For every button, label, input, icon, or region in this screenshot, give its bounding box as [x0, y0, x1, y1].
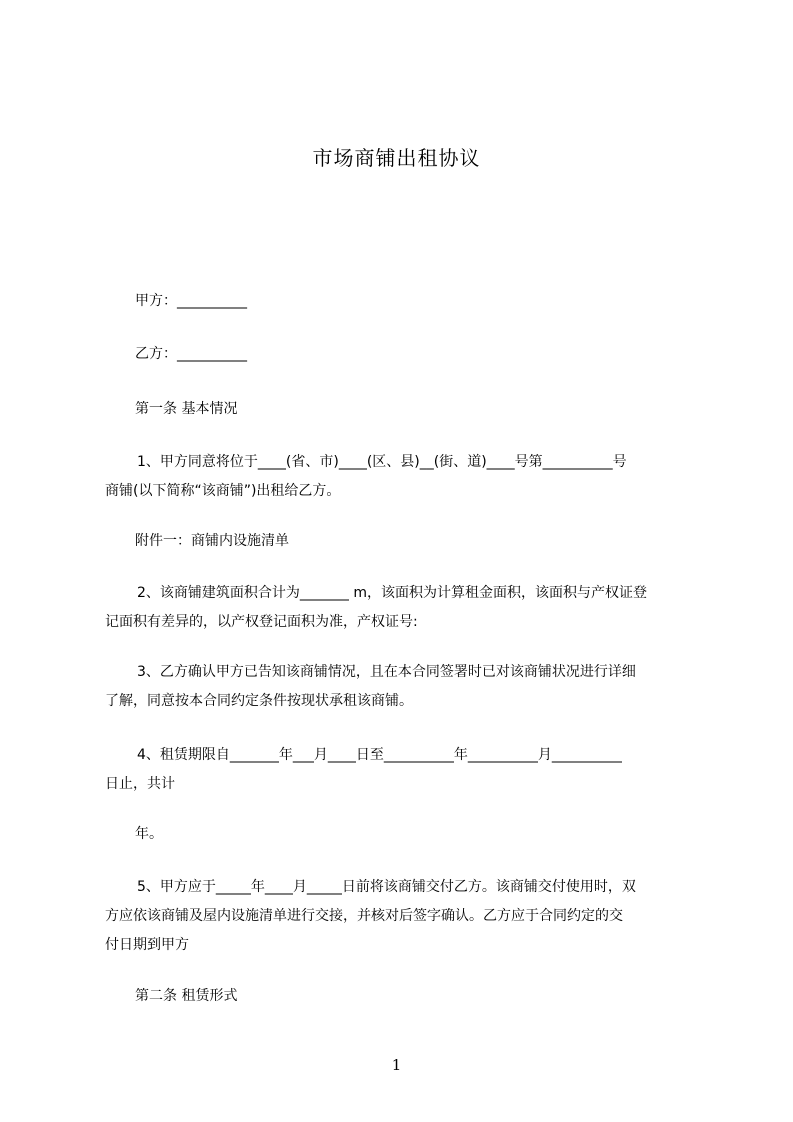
clause2-line1: 2、该商铺建筑面积合计为_______ m，该面积为计算租金面积，该面积与产权证登 [137, 585, 647, 601]
clause3-line2: 了解，同意按本合同约定条件按现状承租该商铺。 [105, 693, 413, 709]
clause5-line1: 5、甲方应于_____年____月_____日前将该商铺交付乙方。该商铺交付使用时，双 [137, 879, 636, 895]
clause3-line1: 3、乙方确认甲方已告知该商铺情况，且在本合同签署时已对该商铺状况进行详细 [137, 664, 636, 680]
article2-heading: 第二条 租赁形式 [135, 988, 238, 1004]
clause1-line2: 商铺(以下简称“该商铺”)出租给乙方。 [105, 483, 341, 499]
party-a-line: 甲方：__________ [135, 293, 247, 309]
attachment1-line: 附件一：商铺内设施清单 [135, 533, 289, 549]
clause4-line3: 年。 [135, 826, 163, 842]
article1-heading: 第一条 基本情况 [135, 401, 238, 417]
page-number: 1 [391, 1056, 402, 1074]
document-title: 市场商铺出租协议 [312, 146, 481, 170]
clause2-line2: 记面积有差异的，以产权登记面积为准，产权证号: [105, 614, 418, 630]
clause5-line2: 方应依该商铺及屋内设施清单进行交接，并核对后签字确认。乙方应于合同约定的交 [105, 908, 623, 924]
party-b-line: 乙方：__________ [135, 346, 247, 362]
clause1-line1: 1、甲方同意将位于____(省、市)____(区、县)__(街、道)____号第__________号 [137, 454, 627, 470]
clause4-line2: 日止，共计 [105, 776, 175, 792]
clause4-line1: 4、租赁期限自_______年___月____日至__________年__________月__________ [137, 747, 622, 763]
clause5-line3: 付日期到甲方 [105, 937, 189, 953]
